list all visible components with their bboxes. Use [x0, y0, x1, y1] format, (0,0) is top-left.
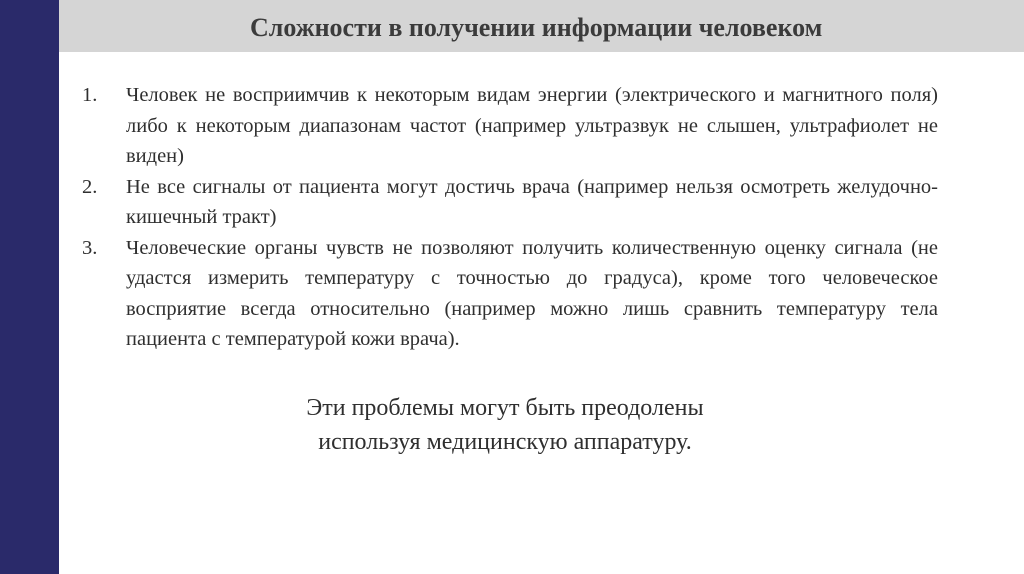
side-accent-bar [0, 0, 59, 574]
list-item [82, 80, 938, 172]
conclusion-text [150, 391, 860, 459]
list-item [82, 233, 938, 355]
conclusion-line-1: Эти проблемы могут быть преодолены [306, 395, 704, 421]
slide-title: Сложности в получении информации человеком [250, 13, 823, 42]
list-item [82, 172, 938, 233]
list-item-number: 1. [82, 84, 98, 106]
numbered-list [82, 80, 938, 355]
list-item-text: Не все сигналы от пациента могут достичь врача (например нельзя осмотреть желудочно-кишечный тракт) [126, 175, 938, 228]
list-item-number: 2. [82, 175, 98, 198]
conclusion-line-2: используя медицинскую аппаратуру. [318, 429, 692, 455]
list-item-number: 3. [82, 236, 98, 259]
list-item-text: Человек не восприимчив к некоторым видам энергии (электрического и магнитного поля) либо к некоторым диапазонам частот (например ультразвук не слышен, ультрафиолет не виден) [126, 84, 938, 167]
list-item-text: Человеческие органы чувств не позволяют получить количественную оценку сигнала (не удастся измерить температуру с точностью до градуса), кроме того человеческое восприятие всегда относительно (например можно лишь сравнить температуру тела пациента с температурой кожи врача). [126, 236, 938, 350]
